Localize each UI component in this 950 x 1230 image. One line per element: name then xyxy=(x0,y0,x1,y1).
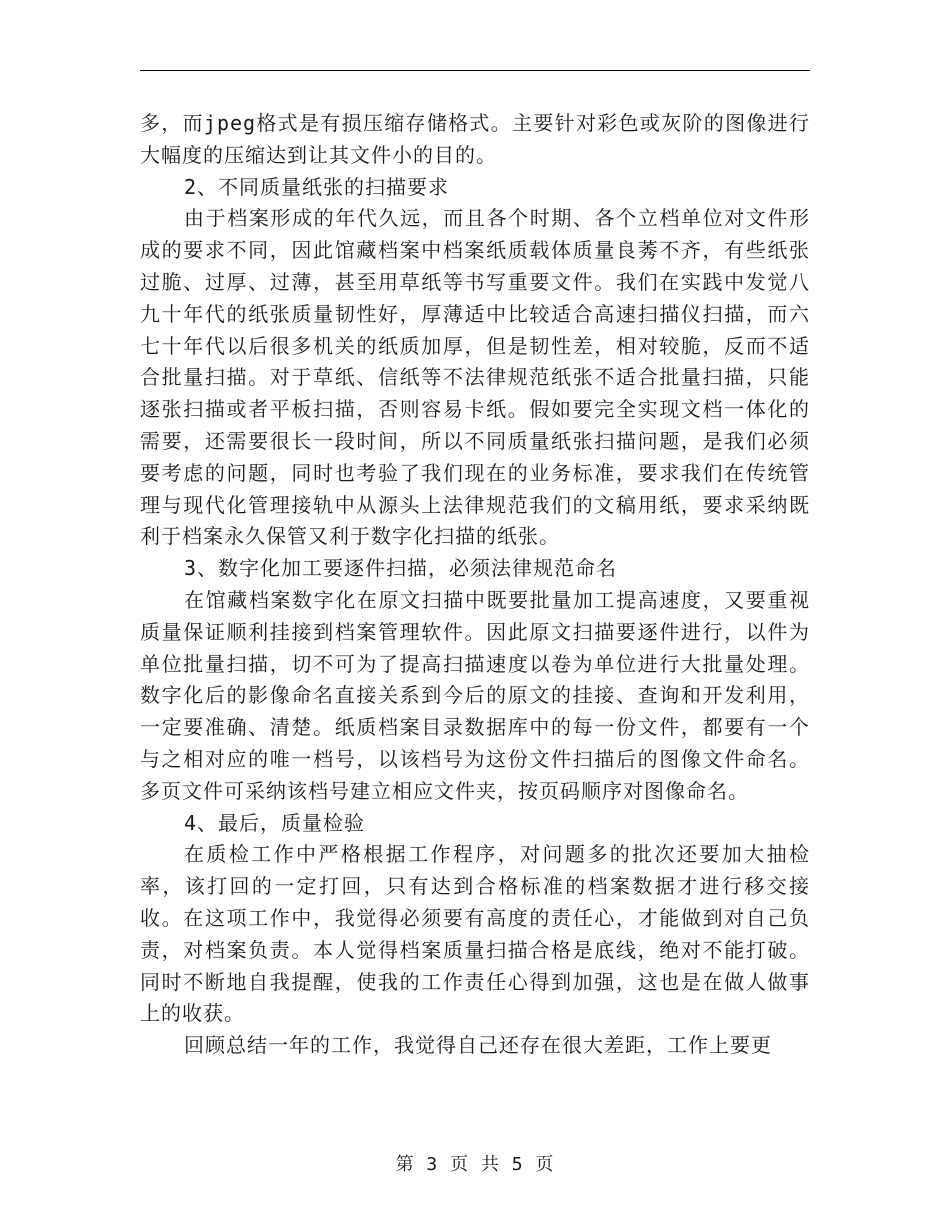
section-heading-digitization-naming: 3、数字化加工要逐件扫描，必须法律规范命名 xyxy=(184,556,618,581)
page-number-footer: 第 3 页 共 5 页 xyxy=(395,1154,555,1175)
section-heading-quality-check: 4、最后，质量检验 xyxy=(184,810,366,835)
document-body xyxy=(140,108,810,1062)
paragraph-paper-quality: 由于档案形成的年代久远，而且各个时期、各个立档单位对文件形成的要求不同，因此馆藏档案中档案纸质载体质量良莠不齐，有些纸张过脆、过厚、过薄，甚至用草纸等书写重要文件。我们在实践中发觉八九十年代的纸张质量韧性好，厚薄适中比较适合高速扫描仪扫描，而六七十年代以后很多机关的纸质加厚，但是韧性差，相对较脆，反而不适合批量扫描。对于草纸、信纸等不法律规范纸张不适合批量扫描，只能逐张扫描或者平板扫描，否则容易卡纸。假如要完全实现文档一体化的需要，还需要很长一段时间，所以不同质量纸张扫描问题，是我们必须要考虑的问题，同时也考验了我们现在的业务标准，要求我们在传统管理与现代化管理接轨中从源头上法律规范我们的文稿用纸，要求采纳既利于档案永久保管又利于数字化扫描的纸张。 xyxy=(140,206,810,549)
paragraph-digitization-naming: 在馆藏档案数字化在原文扫描中既要批量加工提高速度，又要重视质量保证顺利挂接到档案管理软件。因此原文扫描要逐件进行，以件为单位批量扫描，切不可为了提高扫描速度以卷为单位进行大批量处理。数字化后的影像命名直接关系到今后的原文的挂接、查询和开发利用，一定要准确、清楚。纸质档案目录数据库中的每一份文件，都要有一个与之相对应的唯一档号，以该档号为这份文件扫描后的图像文件命名。多页文件可采纳该档号建立相应文件夹，按页码顺序对图像命名。 xyxy=(140,587,810,803)
paragraph-quality-check: 在质检工作中严格根据工作程序，对问题多的批次还要加大抽检率，该打回的一定打回，只有达到合格标准的档案数据才进行移交接收。在这项工作中，我觉得必须要有高度的责任心，才能做到对自己负责，对档案负责。本人觉得档案质量扫描合格是底线，绝对不能打破。同时不断地自我提醒，使我的工作责任心得到加强，这也是在做人做事上的收获。 xyxy=(140,842,810,1026)
section-heading-paper-quality: 2、不同质量纸张的扫描要求 xyxy=(184,174,450,199)
paragraph-review-summary: 回顾总结一年的工作，我觉得自己还存在很大差距，工作上要更 xyxy=(184,1033,772,1058)
paragraph-continuation: 多，而jpeg格式是有损压缩存储格式。主要针对彩色或灰阶的图像进行大幅度的压缩达到让其文件小的目的。 xyxy=(140,111,810,167)
header-rule xyxy=(140,70,810,71)
